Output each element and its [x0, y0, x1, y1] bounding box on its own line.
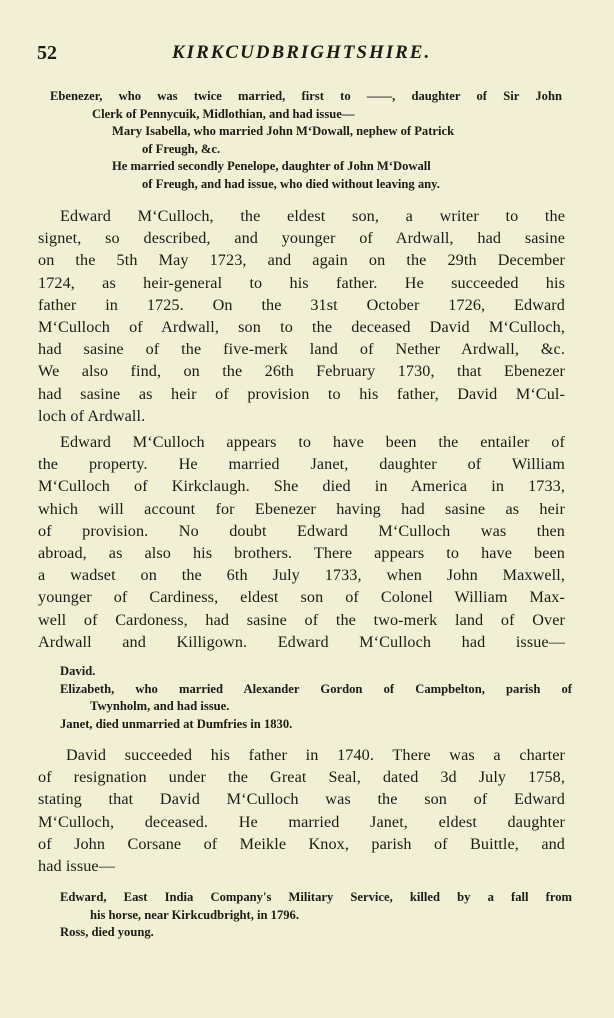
note-line: of Freugh, &c.: [142, 141, 221, 156]
text-line: had issue—: [38, 857, 115, 876]
page-header: [37, 42, 562, 66]
note-line: He married secondly Penelope, daughter of John M‘Dowall: [112, 159, 431, 174]
text-line: the property. He married Janet, daughter of William: [38, 455, 565, 474]
text-line: abroad, as also his brothers. There appears to have been: [38, 544, 565, 563]
note-line: Ross, died young.: [60, 925, 154, 940]
text-line: of John Corsane of Meikle Knox, parish of Buittle, and: [38, 834, 565, 853]
footnote-ebenezer-issue: [50, 88, 562, 194]
paragraph-david: [38, 744, 565, 877]
text-line: 1724, as heir-general to his father. He succeeded his: [38, 273, 565, 292]
text-line: We also find, on the 26th February 1730, that Ebenezer: [38, 362, 565, 381]
footnote-david-issue: [60, 889, 572, 942]
text-line: on the 5th May 1723, and again on the 29th December: [38, 251, 565, 270]
note-line: Edward, East India Company's Military Service, killed by a fall from: [60, 890, 572, 904]
paragraph-entailer: [38, 431, 565, 653]
text-line: Edward M‘Culloch, the eldest son, a writer to the: [60, 207, 565, 225]
text-line: M‘Culloch of Kirkclaugh. She died in America in 1733,: [38, 477, 565, 496]
note-line: David.: [60, 664, 96, 678]
text-line: well of Cardoness, had sasine of the two-merk land of Over: [38, 610, 565, 629]
note-line: Mary Isabella, who married John M‘Dowall, nephew of Patrick: [112, 124, 455, 139]
text-line: younger of Cardiness, eldest son of Colonel William Max-: [38, 588, 565, 607]
text-line: had sasine as heir of provision to his father, David M‘Cul-: [38, 384, 565, 403]
text-line: David succeeded his father in 1740. There was a charter: [66, 746, 565, 764]
text-line: loch of Ardwall.: [38, 406, 146, 425]
note-line: his horse, near Kirkcudbright, in 1796.: [90, 907, 299, 922]
text-line: of provision. No doubt Edward M‘Culloch was then: [38, 521, 565, 540]
text-line: father in 1725. On the 31st October 1726, Edward: [38, 295, 565, 314]
text-line: of resignation under the Great Seal, dated 3d July 1758,: [38, 768, 565, 787]
text-line: which will account for Ebenezer having had sasine as heir: [38, 499, 565, 518]
text-line: a wadset on the 6th July 1733, when John Maxwell,: [38, 566, 565, 585]
text-line: M‘Culloch of Ardwall, son to the deceased David M‘Culloch,: [38, 318, 565, 337]
text-line: Edward M‘Culloch appears to have been the entailer of: [60, 433, 565, 451]
note-line: Elizabeth, who married Alexander Gordon of Campbelton, parish of: [60, 681, 572, 696]
text-line: had sasine of the five-merk land of Nether Ardwall, &c.: [38, 340, 565, 359]
note-line: Janet, died unmarried at Dumfries in 1830.: [60, 716, 293, 731]
note-line: Clerk of Pennycuik, Midlothian, and had issue—: [92, 106, 355, 121]
running-head: KIRKCUDBRIGHTSHIRE.: [172, 42, 432, 63]
page-number: 52: [37, 42, 57, 64]
note-line: of Freugh, and had issue, who died without leaving any.: [142, 176, 440, 191]
footnote-edward-issue: [60, 663, 572, 733]
text-line: M‘Culloch, deceased. He married Janet, eldest daughter: [38, 812, 565, 831]
note-line: Ebenezer, who was twice married, first to ——, daughter of Sir John: [50, 89, 562, 103]
text-line: stating that David M‘Culloch was the son of Edward: [38, 790, 565, 809]
text-line: signet, so described, and younger of Ardwall, had sasine: [38, 229, 565, 248]
note-line: Twynholm, and had issue.: [90, 699, 230, 714]
text-line: Ardwall and Killigown. Edward M‘Culloch had issue—: [38, 632, 565, 651]
paragraph-edward: [38, 205, 565, 427]
